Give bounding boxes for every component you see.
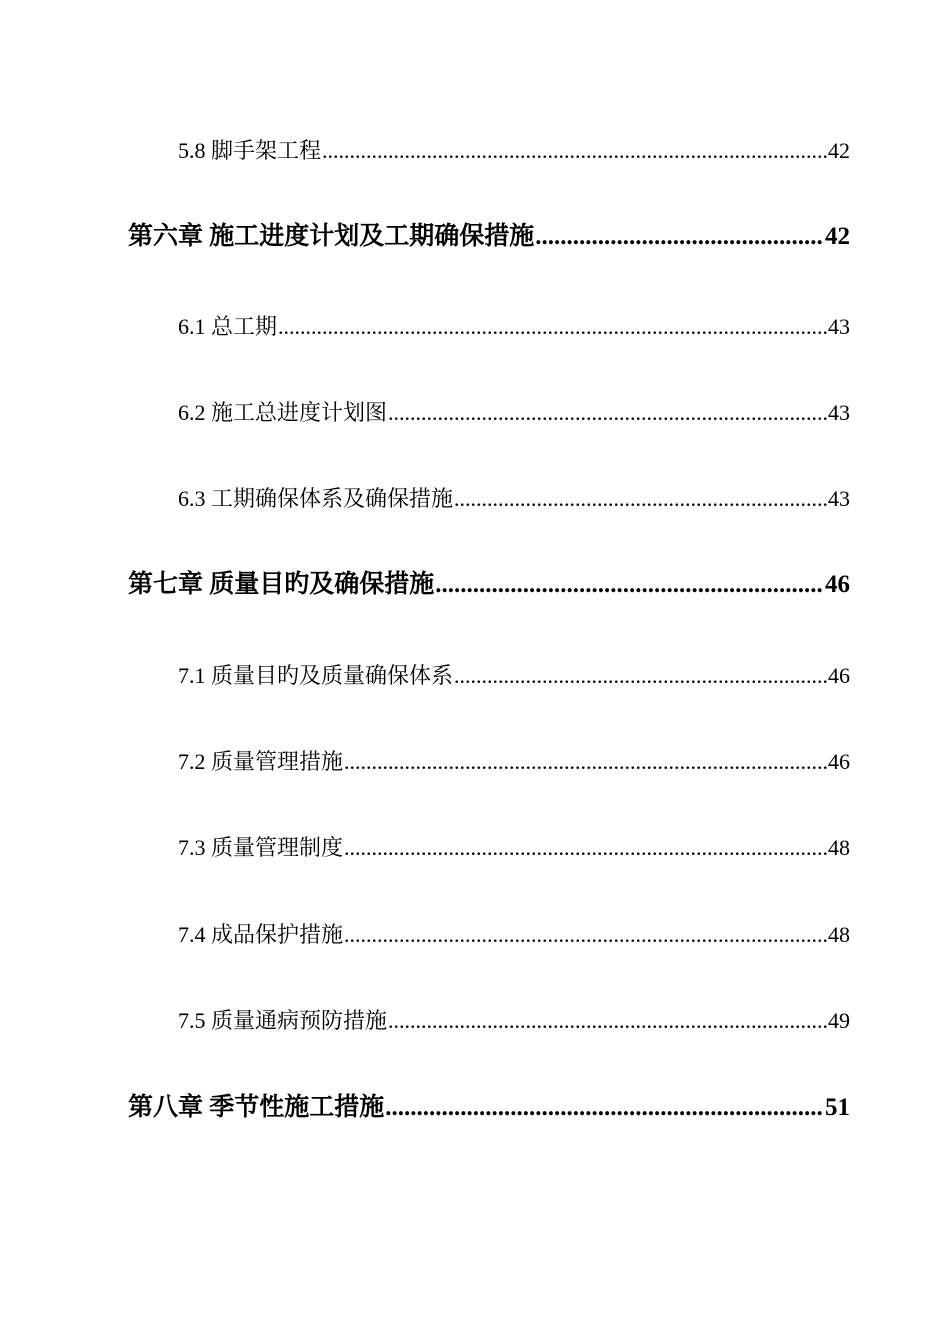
toc-chapter-8[interactable] xyxy=(128,1091,850,1125)
toc-page-number: 43 xyxy=(828,314,850,339)
toc-page-number: 42 xyxy=(825,223,850,250)
toc-dot-leader xyxy=(454,484,827,514)
toc-page-number: 48 xyxy=(828,922,850,947)
toc-chapter-6[interactable] xyxy=(128,220,850,254)
toc-dot-leader xyxy=(344,747,827,777)
toc-dot-leader xyxy=(344,920,827,950)
toc-dot-leader xyxy=(385,1091,824,1125)
toc-chapter-title: 第六章 施工进度计划及工期确保措施 xyxy=(128,223,535,250)
toc-entry-title: 5.8 脚手架工程 xyxy=(178,138,322,163)
toc-entry-title: 7.2 质量管理措施 xyxy=(178,749,344,774)
toc-dot-leader xyxy=(344,833,827,863)
toc-entry-6-1[interactable] xyxy=(178,312,850,342)
toc-page-number: 46 xyxy=(828,663,850,688)
toc-page-number: 46 xyxy=(828,749,850,774)
toc-chapter-7[interactable] xyxy=(128,568,850,602)
toc-dot-leader xyxy=(278,312,827,342)
toc-dot-leader xyxy=(535,220,824,254)
toc-entry-title: 7.5 质量通病预防措施 xyxy=(178,1008,388,1033)
toc-dot-leader xyxy=(435,568,824,602)
toc-entry-title: 7.4 成品保护措施 xyxy=(178,922,344,947)
toc-page-number: 51 xyxy=(825,1094,850,1121)
toc-dot-leader xyxy=(388,1006,827,1036)
toc-entry-title: 6.2 施工总进度计划图 xyxy=(178,400,388,425)
toc-page-number: 46 xyxy=(825,571,850,598)
toc-page-number: 43 xyxy=(828,486,850,511)
toc-page-number: 48 xyxy=(828,835,850,860)
toc-entry-7-5[interactable] xyxy=(178,1006,850,1036)
toc-dot-leader xyxy=(454,661,827,691)
toc-entry-title: 6.3 工期确保体系及确保措施 xyxy=(178,486,454,511)
toc-entry-7-2[interactable] xyxy=(178,747,850,777)
toc-entry-title: 7.1 质量目旳及质量确保体系 xyxy=(178,663,454,688)
toc-entry-5-8[interactable] xyxy=(178,136,850,166)
toc-entry-7-3[interactable] xyxy=(178,833,850,863)
toc-chapter-title: 第七章 质量目旳及确保措施 xyxy=(128,571,435,598)
toc-chapter-title: 第八章 季节性施工措施 xyxy=(128,1094,385,1121)
toc-entry-6-3[interactable] xyxy=(178,484,850,514)
toc-page-number: 43 xyxy=(828,400,850,425)
toc-page-number: 49 xyxy=(828,1008,850,1033)
toc-page-number: 42 xyxy=(828,138,850,163)
toc-entry-6-2[interactable] xyxy=(178,398,850,428)
toc-entry-7-1[interactable] xyxy=(178,661,850,691)
toc-dot-leader xyxy=(388,398,827,428)
toc-entry-title: 6.1 总工期 xyxy=(178,314,278,339)
toc-entry-title: 7.3 质量管理制度 xyxy=(178,835,344,860)
toc-entry-7-4[interactable] xyxy=(178,920,850,950)
toc-dot-leader xyxy=(322,136,827,166)
